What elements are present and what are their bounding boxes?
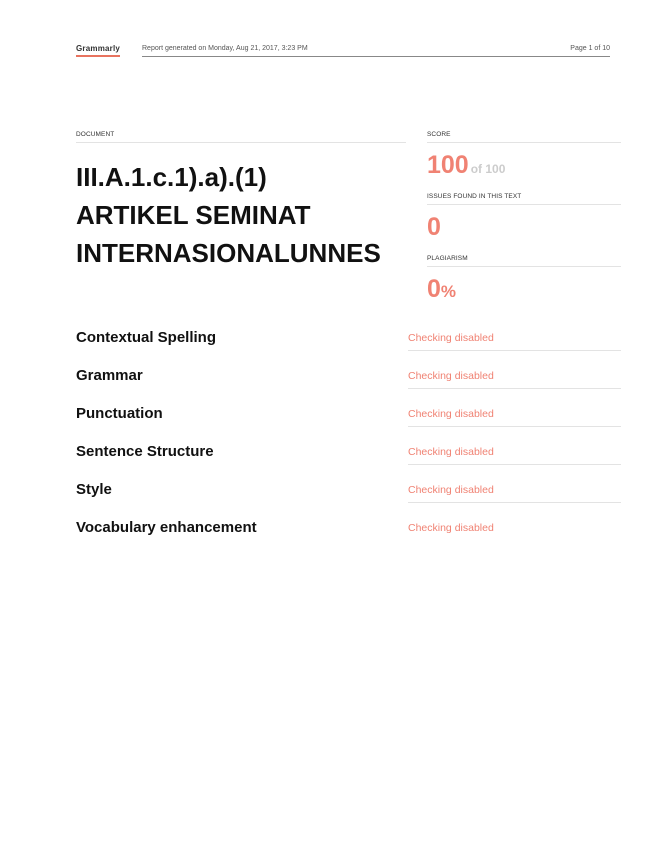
check-divider (408, 388, 621, 389)
score-label: SCORE (427, 131, 451, 138)
check-name: Sentence Structure (76, 443, 214, 460)
check-name: Contextual Spelling (76, 329, 217, 346)
issues-label: ISSUES FOUND IN THIS TEXT (427, 193, 522, 200)
document-title-line: III.A.1.c.1).a).(1) (76, 162, 267, 192)
page-number: Page 1 of 10 (570, 45, 610, 52)
plagiarism-value (427, 275, 456, 304)
issues-count: 0 (427, 213, 441, 241)
check-status: Checking disabled (408, 370, 494, 382)
check-row-style (76, 481, 621, 519)
document-title-line: ARTIKEL SEMINAT (76, 200, 311, 230)
brand-logo-text: Grammarly (76, 44, 120, 57)
check-row-grammar (76, 367, 621, 405)
check-row-sentence-structure (76, 443, 621, 481)
score-divider (427, 142, 621, 143)
check-name: Grammar (76, 367, 143, 384)
check-row-punctuation (76, 405, 621, 443)
score-value (427, 151, 505, 180)
header-divider (142, 56, 610, 57)
document-title (76, 158, 416, 272)
document-label: DOCUMENT (76, 131, 115, 138)
report-generated-text: Report generated on Monday, Aug 21, 2017, 3:23 PM (142, 45, 308, 52)
score-max: of 100 (470, 162, 506, 176)
check-name: Punctuation (76, 405, 163, 422)
plagiarism-label: PLAGIARISM (427, 255, 468, 262)
check-status: Checking disabled (408, 408, 494, 420)
check-status: Checking disabled (408, 522, 494, 534)
check-status: Checking disabled (408, 484, 494, 496)
plagiarism-divider (427, 266, 621, 267)
check-divider (408, 464, 621, 465)
check-divider (408, 350, 621, 351)
report-header (76, 44, 610, 57)
issues-divider (427, 204, 621, 205)
check-name: Style (76, 481, 112, 498)
check-row-vocabulary-enhancement (76, 519, 621, 557)
check-status: Checking disabled (408, 332, 494, 344)
document-title-line: INTERNASIONALUNNES (76, 238, 381, 268)
check-name: Vocabulary enhancement (76, 519, 257, 536)
plagiarism-number: 0 (427, 275, 441, 303)
check-row-contextual-spelling (76, 329, 621, 367)
check-divider (408, 502, 621, 503)
plagiarism-unit: % (440, 282, 457, 301)
check-status: Checking disabled (408, 446, 494, 458)
score-number: 100 (427, 151, 469, 179)
check-divider (408, 426, 621, 427)
document-divider (76, 142, 406, 143)
